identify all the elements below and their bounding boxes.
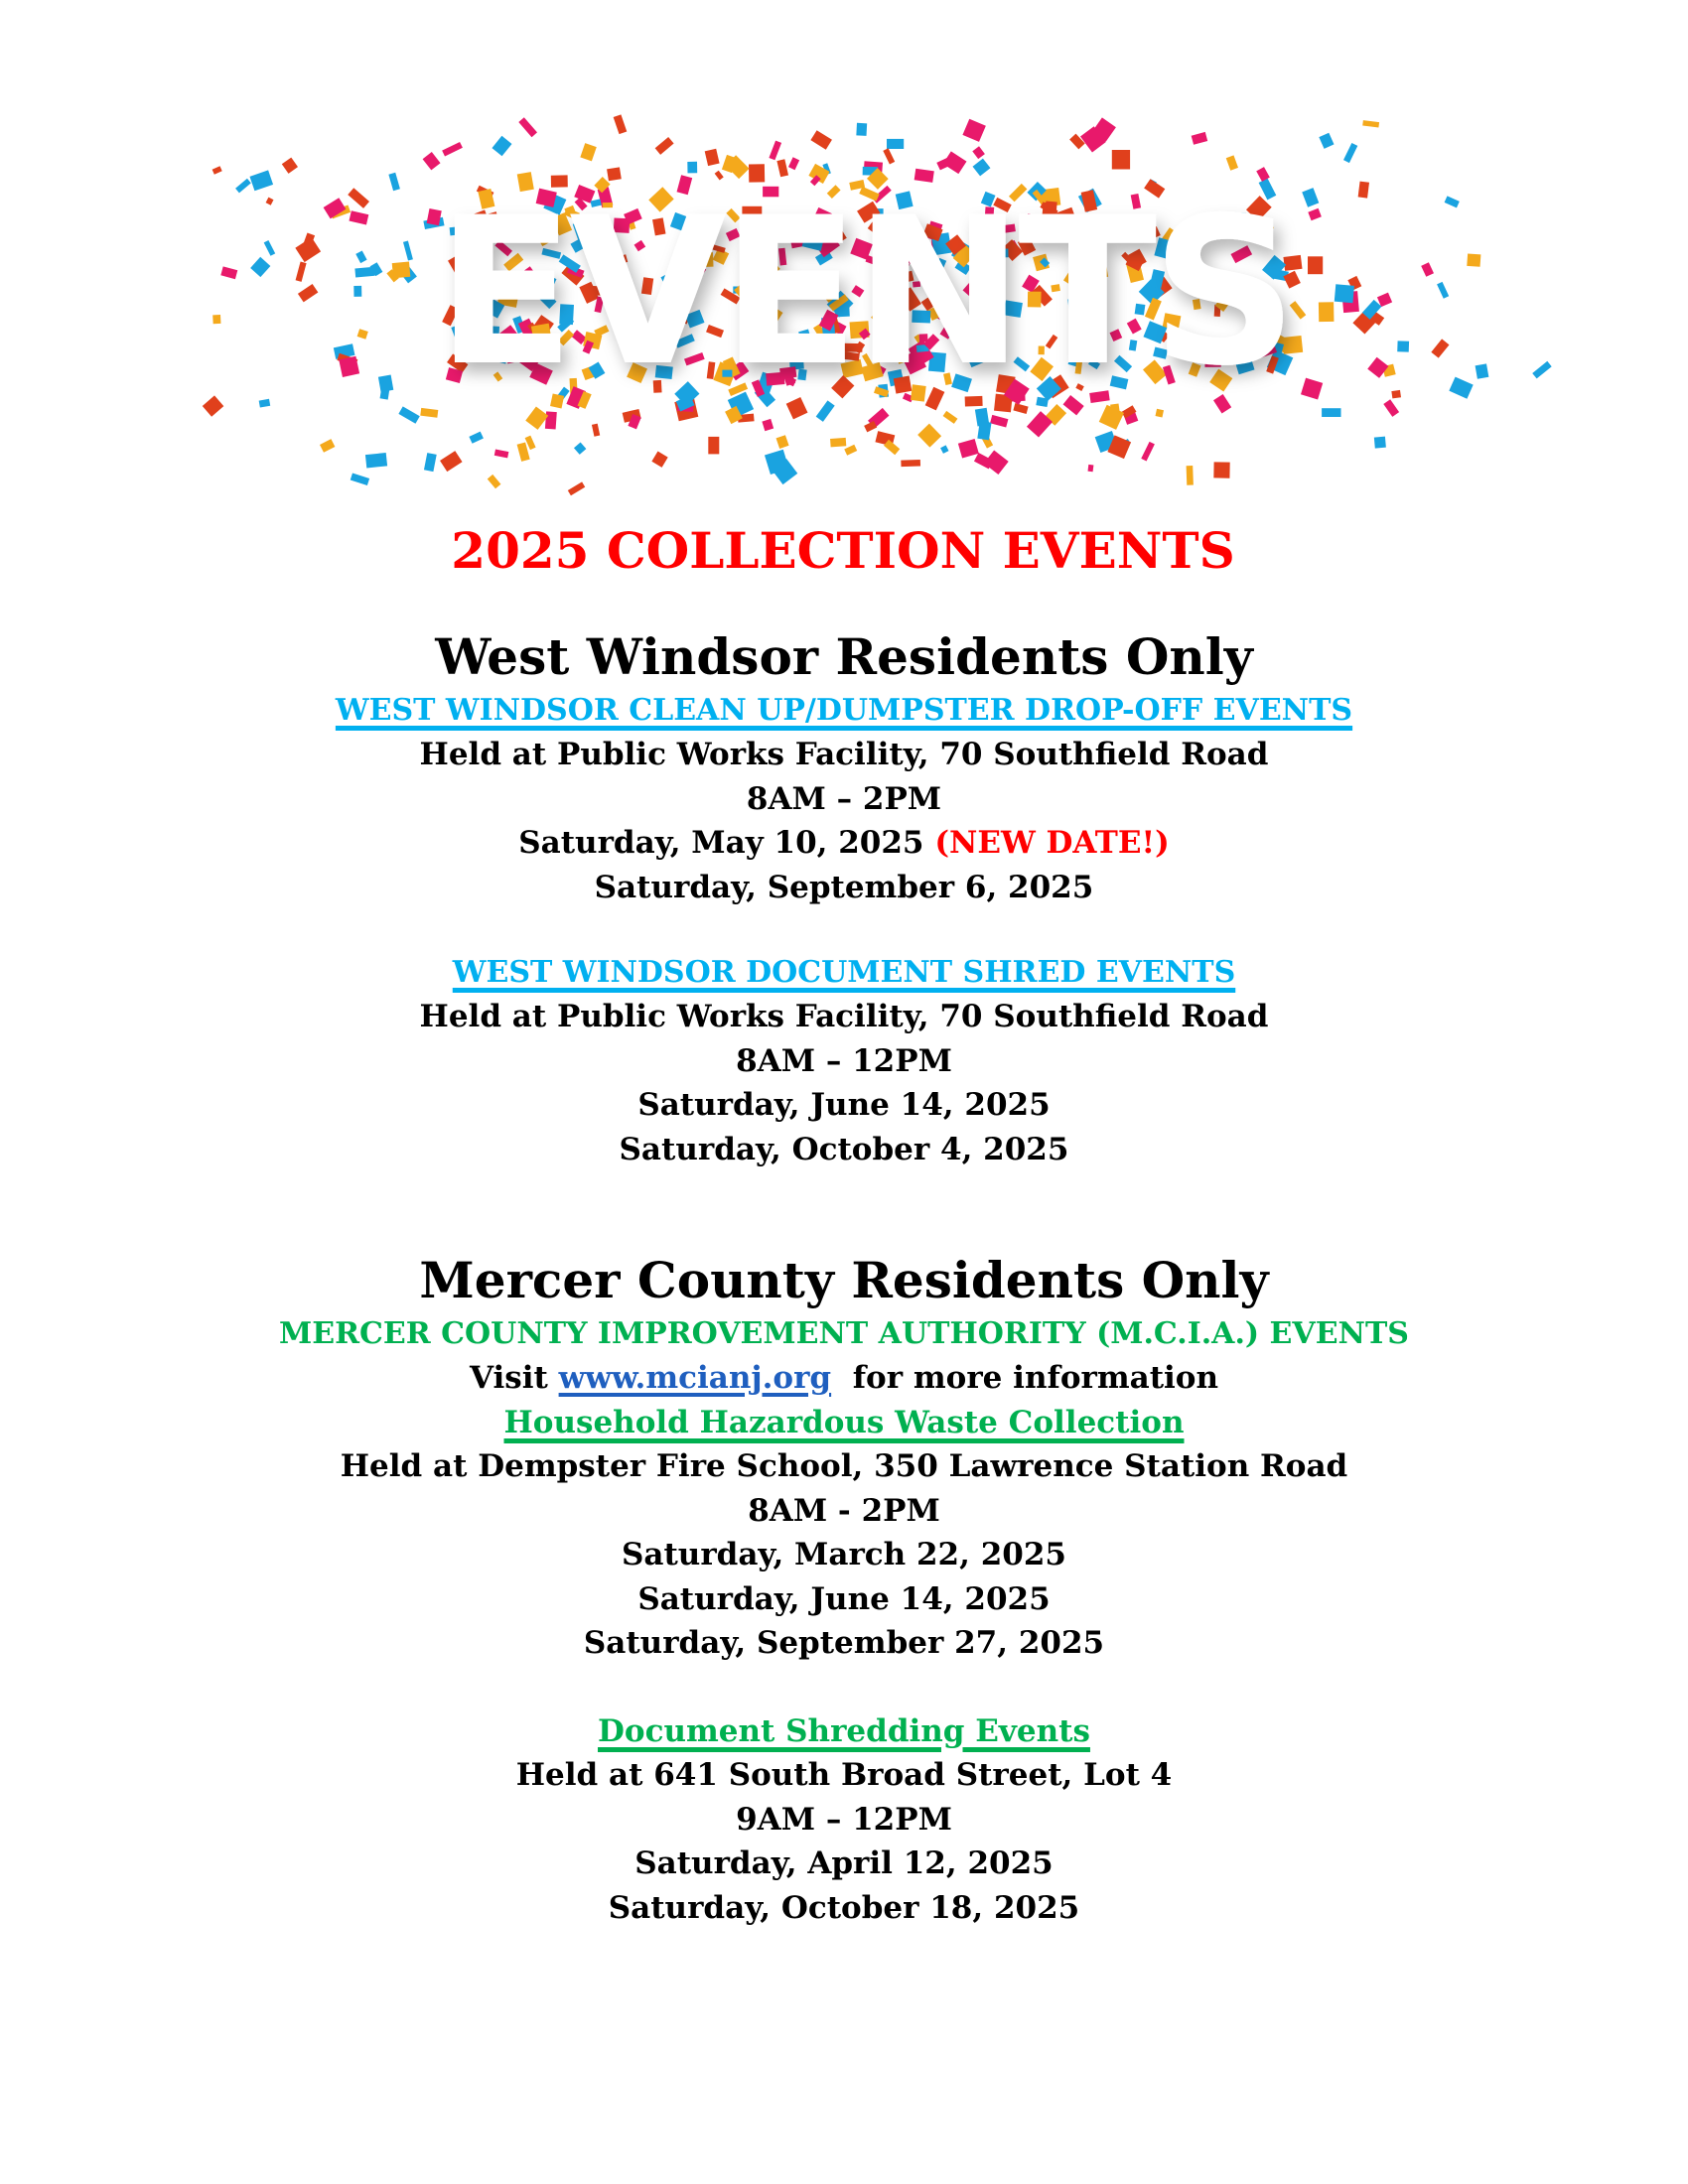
mcia-website-link[interactable]: www.mcianj.org <box>558 1360 832 1396</box>
cleanup-date-text: Saturday, May 10, 2025 <box>518 825 924 861</box>
shredding-time: 9AM – 12PM <box>736 1801 952 1838</box>
visit-prefix: Visit <box>469 1360 548 1396</box>
cleanup-time: 8AM – 2PM <box>746 780 942 817</box>
mcia-subheading: MERCER COUNTY IMPROVEMENT AUTHORITY (M.C.I.A.) EVENTS <box>279 1316 1409 1351</box>
shred-date-1: Saturday, June 14, 2025 <box>637 1087 1051 1123</box>
cleanup-events-title: WEST WINDSOR CLEAN UP/DUMPSTER DROP-OFF EVENTS <box>335 693 1353 728</box>
shred-events-title: WEST WINDSOR DOCUMENT SHRED EVENTS <box>452 955 1236 990</box>
hazardous-date-3: Saturday, September 27, 2025 <box>583 1625 1105 1661</box>
shredding-location: Held at 641 South Broad Street, Lot 4 <box>515 1757 1173 1793</box>
hazardous-time: 8AM - 2PM <box>748 1492 940 1529</box>
shred-location: Held at Public Works Facility, 70 Southfield Road <box>419 999 1269 1034</box>
visit-line <box>0 1356 1688 1401</box>
shredding-date-2: Saturday, October 18, 2025 <box>608 1889 1080 1926</box>
hazardous-date-1: Saturday, March 22, 2025 <box>621 1537 1066 1572</box>
shred-time: 8AM – 12PM <box>736 1042 952 1079</box>
visit-suffix: for more information <box>852 1360 1219 1396</box>
west-windsor-heading: West Windsor Residents Only <box>435 627 1253 686</box>
confetti-icon <box>94 89 1604 506</box>
page-title: 2025 COLLECTION EVENTS <box>451 521 1235 580</box>
shredding-date-1: Saturday, April 12, 2025 <box>634 1845 1054 1881</box>
mercer-county-section <box>0 1249 1688 1930</box>
mercer-heading: Mercer County Residents Only <box>419 1251 1269 1309</box>
west-windsor-section <box>0 625 1688 1171</box>
hazardous-location: Held at Dempster Fire School, 350 Lawrence Station Road <box>340 1448 1348 1484</box>
shredding-events-title: Document Shredding Events <box>598 1712 1090 1749</box>
cleanup-date-2: Saturday, September 6, 2025 <box>594 869 1094 905</box>
cleanup-date-1 <box>0 821 1688 866</box>
shred-date-2: Saturday, October 4, 2025 <box>619 1131 1069 1167</box>
events-banner-image <box>94 89 1604 506</box>
new-date-badge: (NEW DATE!) <box>934 825 1170 861</box>
hazardous-date-2: Saturday, June 14, 2025 <box>637 1580 1051 1617</box>
events-word: EVENTS <box>436 175 1292 411</box>
cleanup-location: Held at Public Works Facility, 70 Southfield Road <box>419 737 1269 772</box>
events-content <box>0 516 1688 1930</box>
hazardous-waste-title: Household Hazardous Waste Collection <box>503 1404 1185 1440</box>
